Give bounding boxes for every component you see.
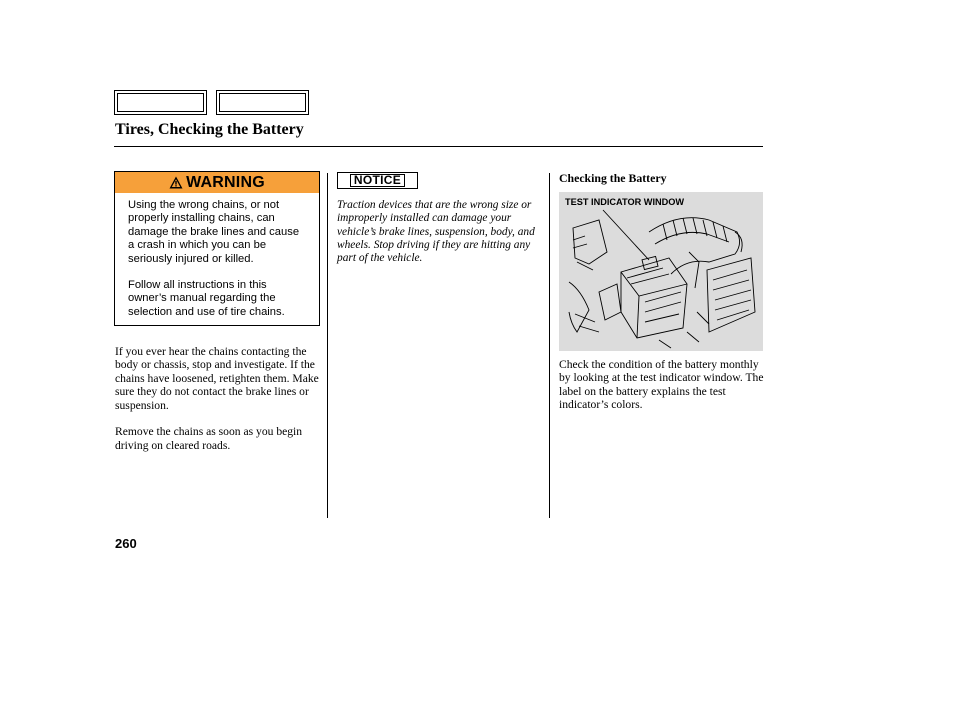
nav-tab-button[interactable] [114,90,207,115]
column-divider [327,173,328,518]
warning-body [115,193,319,319]
column-divider [549,173,550,518]
section-heading: Checking the Battery [559,171,667,185]
warning-paragraph: Using the wrong chains, or not properly installing chains, can damage the brake lines and cause a crash in which you can be seriously injured or killed. [128,199,300,265]
battery-illustration [559,192,763,351]
warning-header [115,172,319,193]
battery-figure [559,192,763,351]
notice-badge [337,172,418,189]
page-title: Tires, Checking the Battery [115,121,304,138]
nav-tab-button[interactable] [216,90,309,115]
body-paragraph: If you ever hear the chains contacting the body or chassis, stop and investigate. If the chains have loosened, retighten them. Make sure they do not contact the brake lines or suspension. [115,345,319,412]
warning-box [114,171,320,326]
figure-caption: TEST INDICATOR WINDOW [565,197,685,207]
warning-paragraph: Follow all instructions in this owner’s manual regarding the selection and use of tire chains. [128,279,285,318]
notice-text: Traction devices that are the wrong size or improperly installed can damage your vehicle’s brake lines, suspension, body, and wheels. Stop driving if they are hitting any part of the vehicle. [337,199,535,265]
chains-instructions [115,345,321,466]
notice-label: NOTICE [350,174,405,187]
title-rule [114,146,763,147]
battery-instructions: Check the condition of the battery monthly by looking at the test indicator window. The label on the battery explains the test indicator’s colors. [559,358,764,412]
body-paragraph: Remove the chains as soon as you begin driving on cleared roads. [115,425,303,452]
warning-label: WARNING [186,173,265,191]
page-number: 260 [115,536,137,551]
warning-triangle-icon [169,176,183,189]
